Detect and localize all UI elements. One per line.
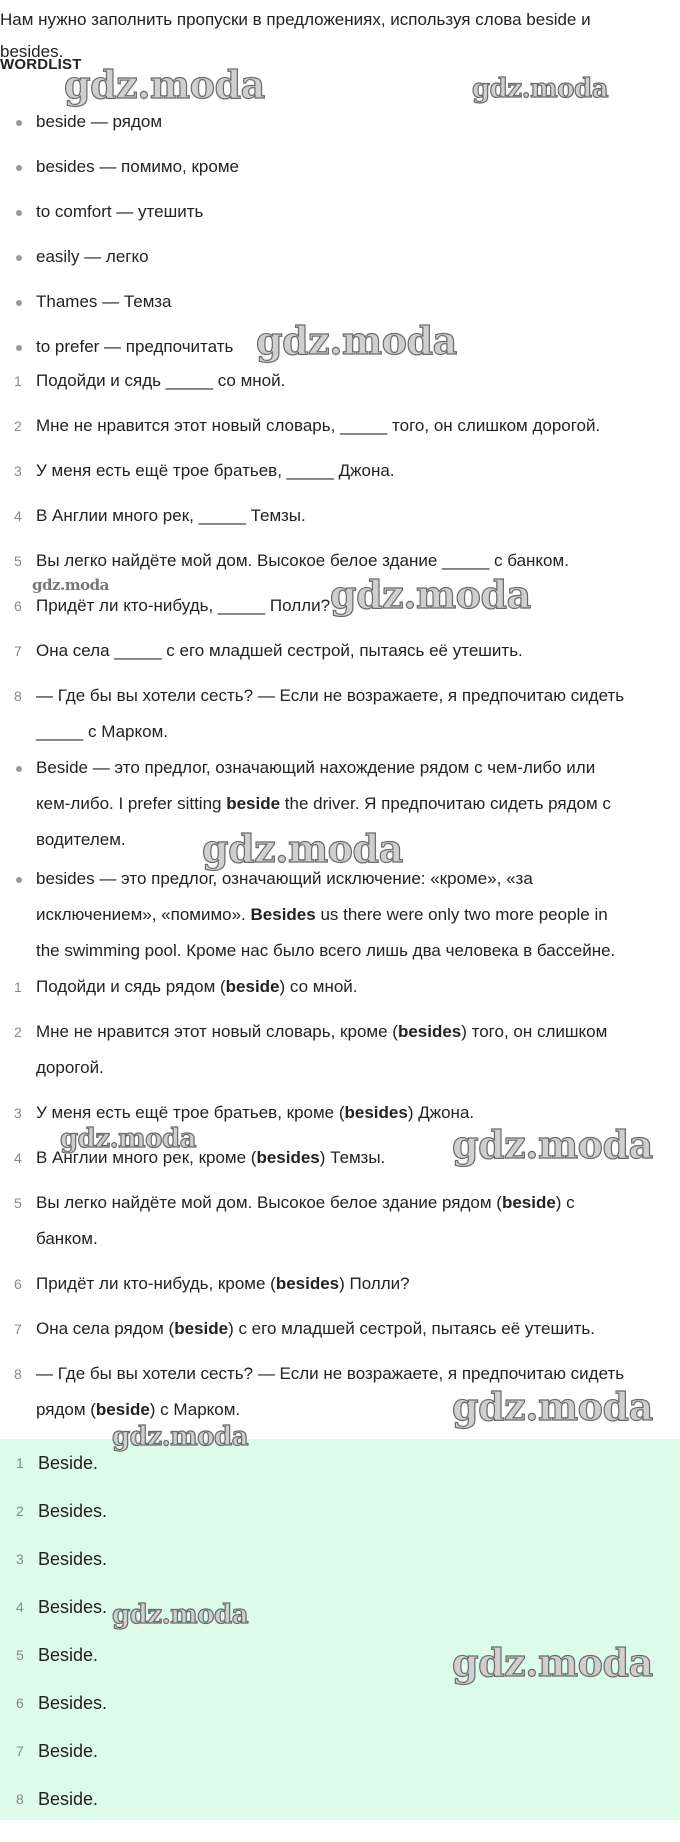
wordlist-item: to comfort — утешить: [36, 202, 204, 221]
item-number: 3: [14, 463, 22, 479]
item-number: 7: [14, 1321, 22, 1337]
item-number: 2: [14, 1024, 22, 1040]
watermark: gdz.moda: [60, 1124, 197, 1154]
wordlist-item: easily — легко: [36, 247, 149, 266]
bullet-icon: [16, 120, 22, 126]
exercise-item: Мне не нравится этот новый словарь, _____ того, он слишком дорогой.: [36, 416, 601, 435]
watermark: gdz.moda: [64, 62, 265, 107]
translation-item: Она села рядом (beside) с его младшей сестрой, пытаясь её утешить.: [36, 1319, 595, 1338]
answer-number: 8: [16, 1791, 24, 1807]
answer-number: 3: [16, 1551, 24, 1567]
translation-item: У меня есть ещё трое братьев, кроме (besides) Джона.: [36, 1103, 475, 1122]
bullet-icon: [16, 877, 22, 883]
translation-item: Вы легко найдёте мой дом. Высокое белое здание рядом (beside) с: [36, 1193, 575, 1212]
translation-item: — Где бы вы хотели сесть? — Если не возражаете, я предпочитаю сидеть: [36, 1364, 625, 1383]
explanation-line: Beside — это предлог, означающий нахождение рядом с чем-либо или: [36, 758, 596, 777]
intro-text: Нам нужно заполнить пропуски в предложениях, используя слова beside и: [0, 10, 591, 29]
explanation-line: besides — это предлог, означающий исключение: «кроме», «за: [36, 869, 533, 888]
explanation-line: the swimming pool. Кроме нас было всего лишь два человека в бассейне.: [36, 941, 616, 960]
exercise-item-cont: _____ с Марком.: [36, 722, 168, 741]
watermark: gdz.moda: [330, 572, 531, 617]
wordlist-item: beside — рядом: [36, 112, 163, 131]
translation-item: Придёт ли кто-нибудь, кроме (besides) Полли?: [36, 1274, 410, 1293]
item-number: 2: [14, 418, 22, 434]
answer-item: Beside.: [38, 1741, 99, 1761]
exercise-item: — Где бы вы хотели сесть? — Если не возражаете, я предпочитаю сидеть: [36, 686, 625, 705]
wordlist-item: besides — помимо, кроме: [36, 157, 239, 176]
watermark: gdz.moda: [112, 1422, 249, 1452]
answer-item: Besides.: [38, 1597, 108, 1617]
watermark: gdz.moda: [452, 1384, 653, 1429]
translation-item-cont: дорогой.: [36, 1058, 104, 1077]
answer-number: 1: [16, 1455, 24, 1471]
exercise-item: Вы легко найдёте мой дом. Высокое белое здание _____ с банком.: [36, 551, 569, 570]
translation-item-cont: банком.: [36, 1229, 98, 1248]
exercise-item: Подойди и сядь _____ со мной.: [36, 371, 286, 390]
bullet-icon: [16, 766, 22, 772]
answer-number: 6: [16, 1695, 24, 1711]
answer-item: Besides.: [38, 1693, 108, 1713]
bullet-icon: [16, 165, 22, 171]
item-number: 3: [14, 1105, 22, 1121]
answer-item: Beside.: [38, 1453, 99, 1473]
item-number: 7: [14, 643, 22, 659]
watermark: gdz.moda: [202, 826, 403, 871]
wordlist-title: WORDLIST: [0, 56, 82, 73]
exercise-item: У меня есть ещё трое братьев, _____ Джона.: [36, 461, 395, 480]
item-number: 5: [14, 1195, 22, 1211]
answer-number: 7: [16, 1743, 24, 1759]
bullet-icon: [16, 255, 22, 261]
watermark: gdz.moda: [32, 576, 109, 594]
item-number: 1: [14, 373, 22, 389]
bullet-icon: [16, 210, 22, 216]
watermark: gdz.moda: [112, 1600, 249, 1630]
explanation-line: кем-либо. I prefer sitting beside the driver. Я предпочитаю сидеть рядом с: [36, 794, 611, 813]
answer-number: 5: [16, 1647, 24, 1663]
item-number: 5: [14, 553, 22, 569]
item-number: 8: [14, 688, 22, 704]
exercise-item: Она села _____ с его младшей сестрой, пытаясь её утешить.: [36, 641, 523, 660]
translation-item: В Англии много рек, кроме (besides) Темзы.: [36, 1148, 386, 1167]
intro-text-cut: besides.: [0, 42, 64, 61]
watermark: gdz.moda: [452, 1122, 653, 1167]
bullet-icon: [16, 345, 22, 351]
watermark: gdz.moda: [452, 1640, 653, 1685]
answer-number: 2: [16, 1503, 24, 1519]
answer-item: Besides.: [38, 1501, 108, 1521]
translation-item: Подойди и сядь рядом (beside) со мной.: [36, 977, 358, 996]
exercise-item: Придёт ли кто-нибудь, _____ Полли?: [36, 596, 331, 615]
answer-number: 4: [16, 1599, 24, 1615]
wordlist-item: Thames — Темза: [36, 292, 172, 311]
item-number: 6: [14, 598, 22, 614]
item-number: 4: [14, 1150, 22, 1166]
translation-item-cont: рядом (beside) с Марком.: [36, 1400, 241, 1419]
exercise-item: В Англии много рек, _____ Темзы.: [36, 506, 306, 525]
watermark: gdz.moda: [472, 74, 609, 104]
wordlist-item: to prefer — предпочитать: [36, 337, 234, 356]
answer-item: Beside.: [38, 1645, 99, 1665]
explanation-line: исключением», «помимо». Besides us there were only two more people in: [36, 905, 608, 924]
item-number: 6: [14, 1276, 22, 1292]
answer-item: Beside.: [38, 1789, 99, 1809]
watermark: gdz.moda: [256, 318, 457, 363]
bullet-icon: [16, 300, 22, 306]
translation-item: Мне не нравится этот новый словарь, кроме (besides) того, он слишком: [36, 1022, 608, 1041]
item-number: 4: [14, 508, 22, 524]
item-number: 1: [14, 979, 22, 995]
item-number: 8: [14, 1366, 22, 1382]
explanation-line: водителем.: [36, 830, 126, 849]
answer-item: Besides.: [38, 1549, 108, 1569]
